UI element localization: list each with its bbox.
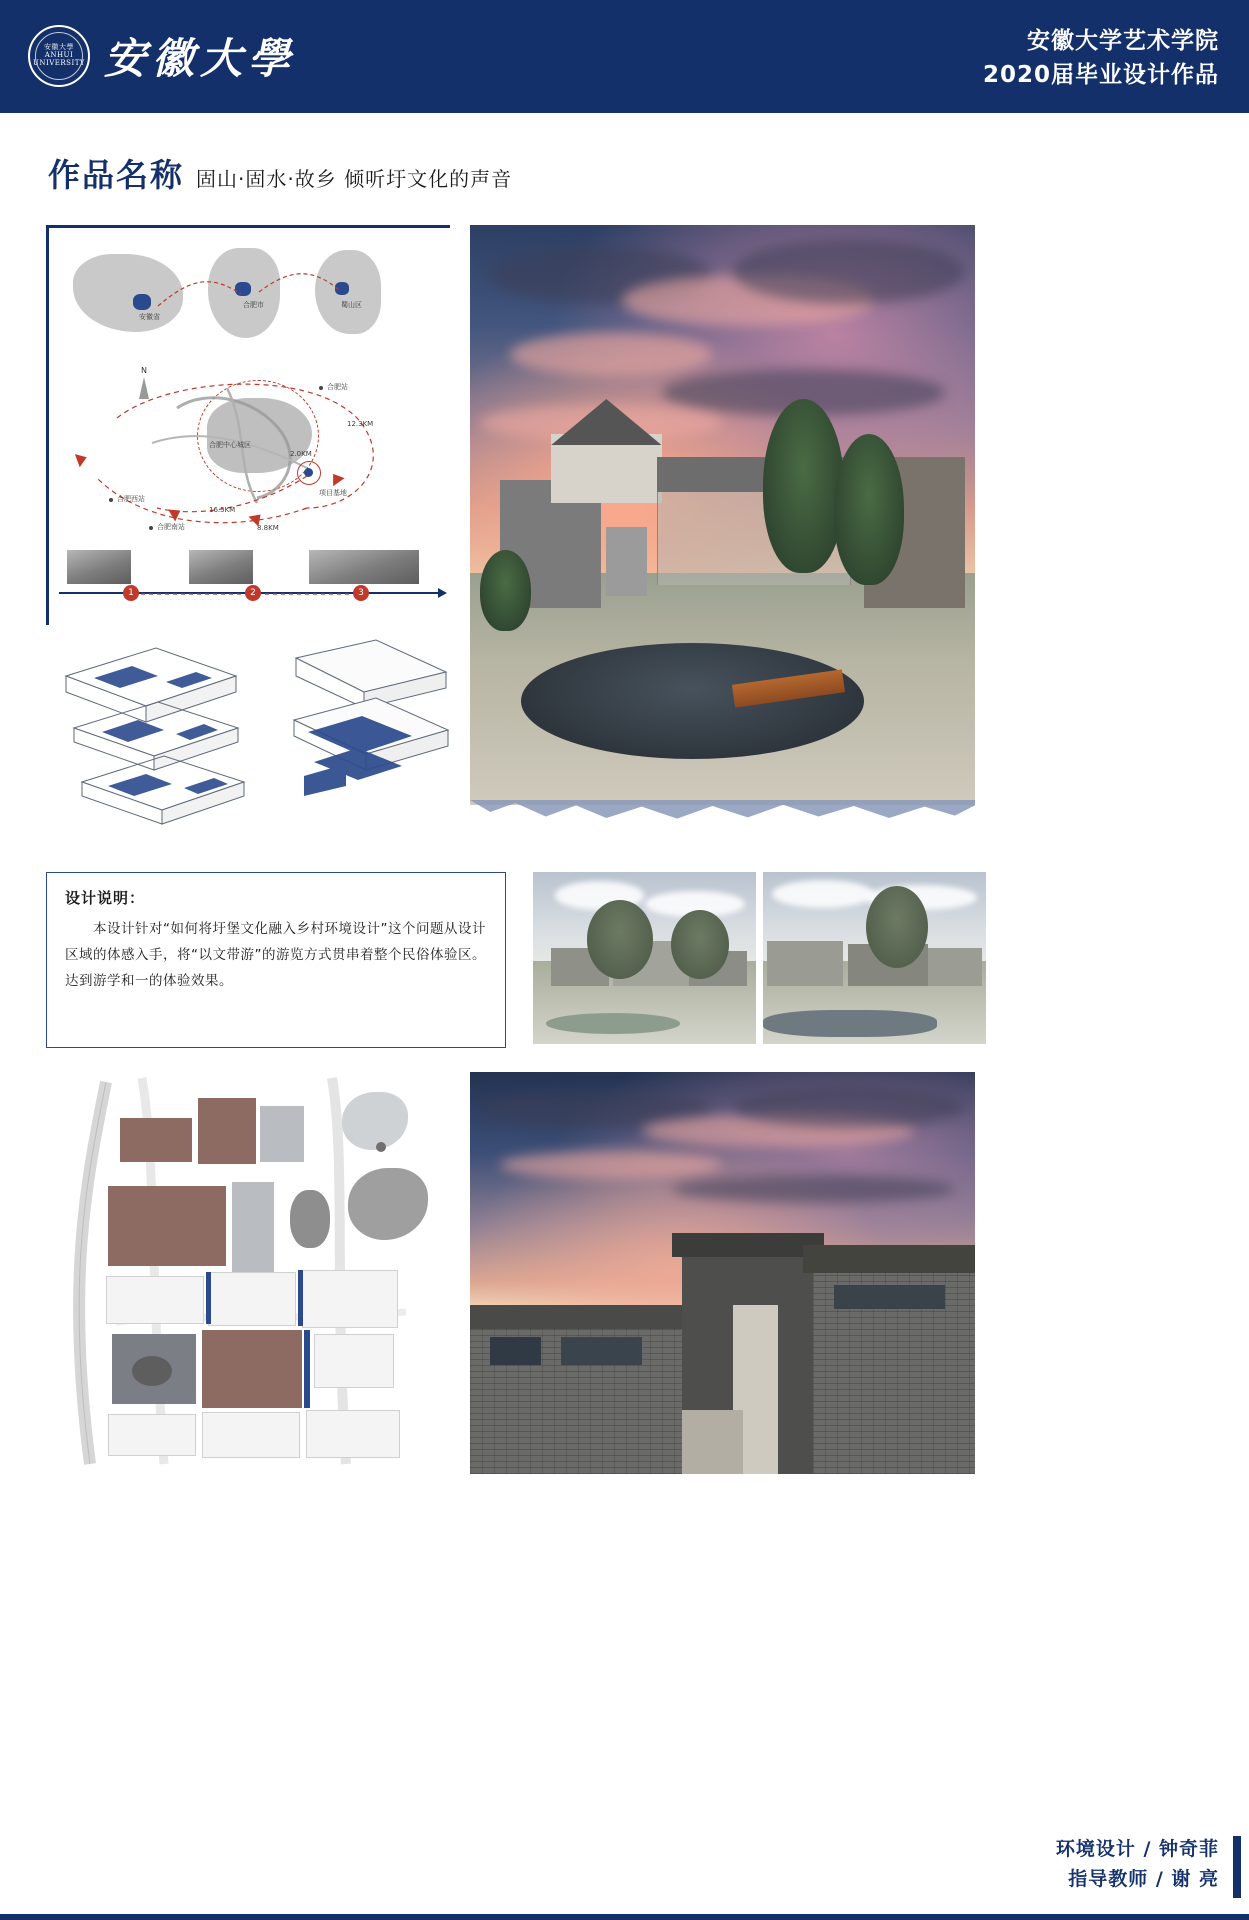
college-name: 安徽大学艺术学院 (1027, 28, 1219, 54)
timeline-node-1: 1 (123, 585, 139, 601)
accent-line-1 (206, 1272, 211, 1324)
map-label-hefei-station: 合肥站 (327, 383, 348, 391)
map-label-city-center: 合肥中心城区 (209, 441, 251, 449)
map-label-hefei-west: 合肥西站 (117, 495, 145, 503)
rb-cloud-5 (672, 1175, 955, 1203)
bottom-rule (0, 1914, 1249, 1920)
tree-1 (763, 399, 844, 573)
courtyard-1 (290, 1190, 330, 1248)
history-timeline (59, 548, 445, 612)
university-logo (28, 22, 313, 90)
map-label-hefei-south: 合肥南站 (157, 523, 185, 531)
seal-text: 安徽大學 ANHUI UNIVERSITY (32, 43, 86, 67)
title-label: 作品名称 (48, 156, 185, 194)
distance-label-2: 16.5KM (209, 506, 236, 514)
accent-line-3 (304, 1330, 310, 1408)
region-label-2: 蜀山区 (341, 301, 362, 309)
roof-right (803, 1245, 975, 1273)
cloud-3 (733, 239, 965, 304)
render-top-aerial (470, 225, 975, 805)
design-statement (46, 872, 506, 1048)
region-label-0: 安徽省 (139, 313, 160, 321)
statement-title: 设计说明： (65, 889, 146, 907)
gateway-roof (672, 1233, 824, 1257)
page-footer (1056, 1834, 1219, 1894)
tree-2 (834, 434, 905, 585)
roof-block-2 (198, 1098, 256, 1164)
render-top-torn-edge (470, 800, 975, 830)
marker-hefei-station (319, 386, 323, 390)
window-right (834, 1285, 945, 1309)
axonometric-svg (46, 636, 450, 826)
stair-block (606, 527, 646, 597)
compass-north-label: N (141, 366, 147, 375)
roof-block-11 (314, 1334, 394, 1388)
tree-3 (480, 550, 531, 631)
sr2-building-3 (928, 948, 982, 986)
roof-block-4 (108, 1186, 226, 1266)
roof-block-13 (202, 1412, 300, 1458)
accent-line-2 (298, 1270, 303, 1326)
roof-block-7 (208, 1272, 296, 1326)
project-site-ring (297, 461, 321, 485)
distance-label-3: 8.8KM (257, 524, 279, 532)
render-small-1 (533, 872, 756, 1044)
statement-body: 本设计针对“如何将圩堡文化融入乡村环境设计”这个问题从设计区域的体感入手，将“以文带游”的游览方式贯串着整个民俗体验区。达到游学和一的体验效果。 (65, 921, 486, 989)
advisor-credit: 指导教师 / 谢 亮 (1068, 1868, 1219, 1890)
sr2-cloud-1 (772, 880, 875, 908)
cloud-4 (510, 333, 712, 376)
timeline-node-3: 3 (353, 585, 369, 601)
site-location-map (57, 358, 447, 538)
page-header (0, 0, 1249, 113)
footer-accent-bar (1233, 1836, 1241, 1898)
timeline-node-2: 2 (245, 585, 261, 601)
map-link-arrows (63, 246, 443, 356)
roof-block-10 (202, 1330, 302, 1408)
axonometric-diagrams (46, 636, 450, 826)
pond (521, 643, 864, 759)
roof-block-8 (302, 1270, 398, 1328)
roof-block-12 (108, 1414, 196, 1456)
rb-cloud-4 (500, 1151, 722, 1179)
window-left-1 (490, 1337, 541, 1365)
road-network (57, 358, 447, 538)
marker-hefei-south (149, 526, 153, 530)
courtyard-2 (132, 1356, 172, 1386)
marker-hefei-west (109, 498, 113, 502)
render-bottom-gateway (470, 1072, 975, 1474)
distance-label-0: 12.3KM (347, 420, 374, 428)
location-analysis-diagram (46, 225, 450, 625)
sr1-tree-1 (587, 900, 654, 979)
roof-block-1 (120, 1118, 192, 1162)
sr1-lawn (546, 1013, 680, 1034)
map-label-project-site: 项目基地 (319, 489, 347, 497)
sr1-tree-2 (671, 910, 729, 979)
page-title (48, 150, 512, 196)
exhibition-name: 2020届毕业设计作品 (982, 62, 1219, 88)
site-node-1 (376, 1142, 386, 1152)
sr2-building-1 (767, 941, 843, 986)
timeline-dashes (59, 548, 445, 612)
sr2-water (763, 1010, 937, 1038)
render-small-2 (763, 872, 986, 1044)
china-province-maps (63, 246, 443, 356)
university-name: 安徽大學 (104, 34, 297, 83)
roof-block-14 (306, 1410, 400, 1458)
roof-block-3 (260, 1106, 304, 1162)
window-left-2 (561, 1337, 642, 1365)
roof-block-6 (106, 1276, 204, 1324)
designer-credit: 环境设计 / 钟奇菲 (1055, 1838, 1219, 1860)
roof-block-5 (232, 1182, 274, 1272)
header-right-block (983, 24, 1219, 92)
distance-label-1: 2.0KM (290, 450, 312, 458)
entry-stairs (682, 1410, 743, 1474)
roof-left (470, 1305, 682, 1329)
title-text: 固山·固水·故乡 倾听圩文化的声音 (196, 167, 513, 191)
rb-cloud-3 (733, 1086, 965, 1128)
sr2-tree-1 (866, 886, 928, 969)
site-plan (46, 1072, 450, 1474)
region-label-1: 合肥市 (243, 301, 264, 309)
university-seal-icon (28, 25, 90, 87)
